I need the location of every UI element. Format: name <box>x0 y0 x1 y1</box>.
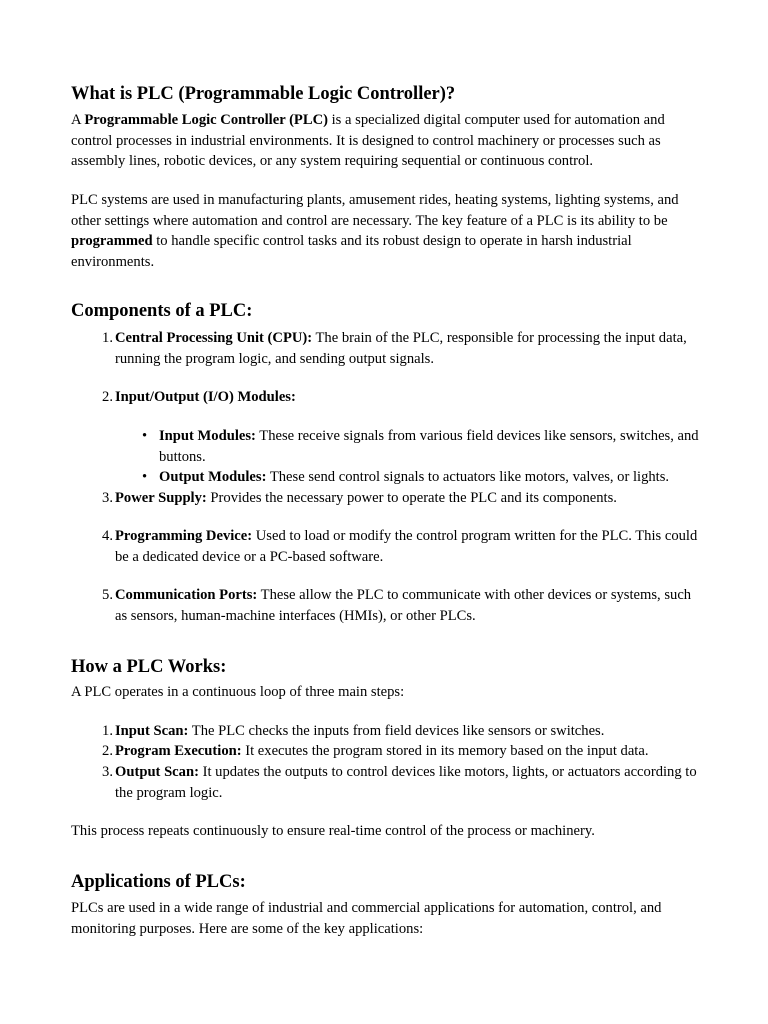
heading-how-plc-works: How a PLC Works: <box>71 657 227 677</box>
component-item-communication-ports: 5. Communication Ports: These allow the PLC to communicate with other devices or systems, such as sensors, human-machine interfaces (HMIs), or other PLCs. <box>102 587 692 624</box>
sub-item-input-modules: • Input Modules: These receive signals from various field devices like sensors, switches, and buttons. <box>142 428 699 465</box>
heading-components: Components of a PLC: <box>71 301 253 321</box>
step-item-program-execution: 2. Program Execution: It executes the program stored in its memory based on the input data. <box>102 743 649 759</box>
sub-item-output-modules: • Output Modules: These send control signals to actuators like motors, valves, or lights. <box>142 469 670 485</box>
step-item-output-scan: 3. Output Scan: It updates the outputs to control devices like motors, lights, or actuators according to the program logic. <box>102 764 697 801</box>
paragraph-plc-usage: PLC systems are used in manufacturing plants, amusement rides, heating systems, lighting systems, and other settings where automation and control are necessary. The key feature of a PLC is its ability to be programmed to handle specific control tasks and its robust design to operate in harsh industrial environments. <box>71 192 679 270</box>
component-item-power-supply: 3. Power Supply: Provides the necessary power to operate the PLC and its components. <box>102 490 617 506</box>
component-item-io-modules: 2. Input/Output (I/O) Modules: <box>102 389 296 405</box>
heading-what-is-plc: What is PLC (Programmable Logic Controller)? <box>71 84 456 104</box>
step-item-input-scan: 1. Input Scan: The PLC checks the inputs from field devices like sensors or switches. <box>102 723 605 739</box>
paragraph-loop-outro: This process repeats continuously to ensure real-time control of the process or machinery. <box>71 823 595 839</box>
component-item-programming-device: 4. Programming Device: Used to load or modify the control program written for the PLC. This could be a dedicated device or a PC-based software. <box>102 528 698 565</box>
heading-applications: Applications of PLCs: <box>71 872 246 892</box>
paragraph-applications-intro: PLCs are used in a wide range of industrial and commercial applications for automation, control, and monitoring purposes. Here are some of the key applications: <box>71 900 662 937</box>
paragraph-plc-definition: A Programmable Logic Controller (PLC) is a specialized digital computer used for automation and control processes in industrial environments. It is designed to control machinery or processes such as assembly lines, robotic devices, or any system requiring sequential or continuous control. <box>71 112 665 169</box>
component-item-cpu: 1. Central Processing Unit (CPU): The brain of the PLC, responsible for processing the input data, running the program logic, and sending output signals. <box>102 330 687 367</box>
paragraph-loop-intro: A PLC operates in a continuous loop of three main steps: <box>71 684 405 700</box>
